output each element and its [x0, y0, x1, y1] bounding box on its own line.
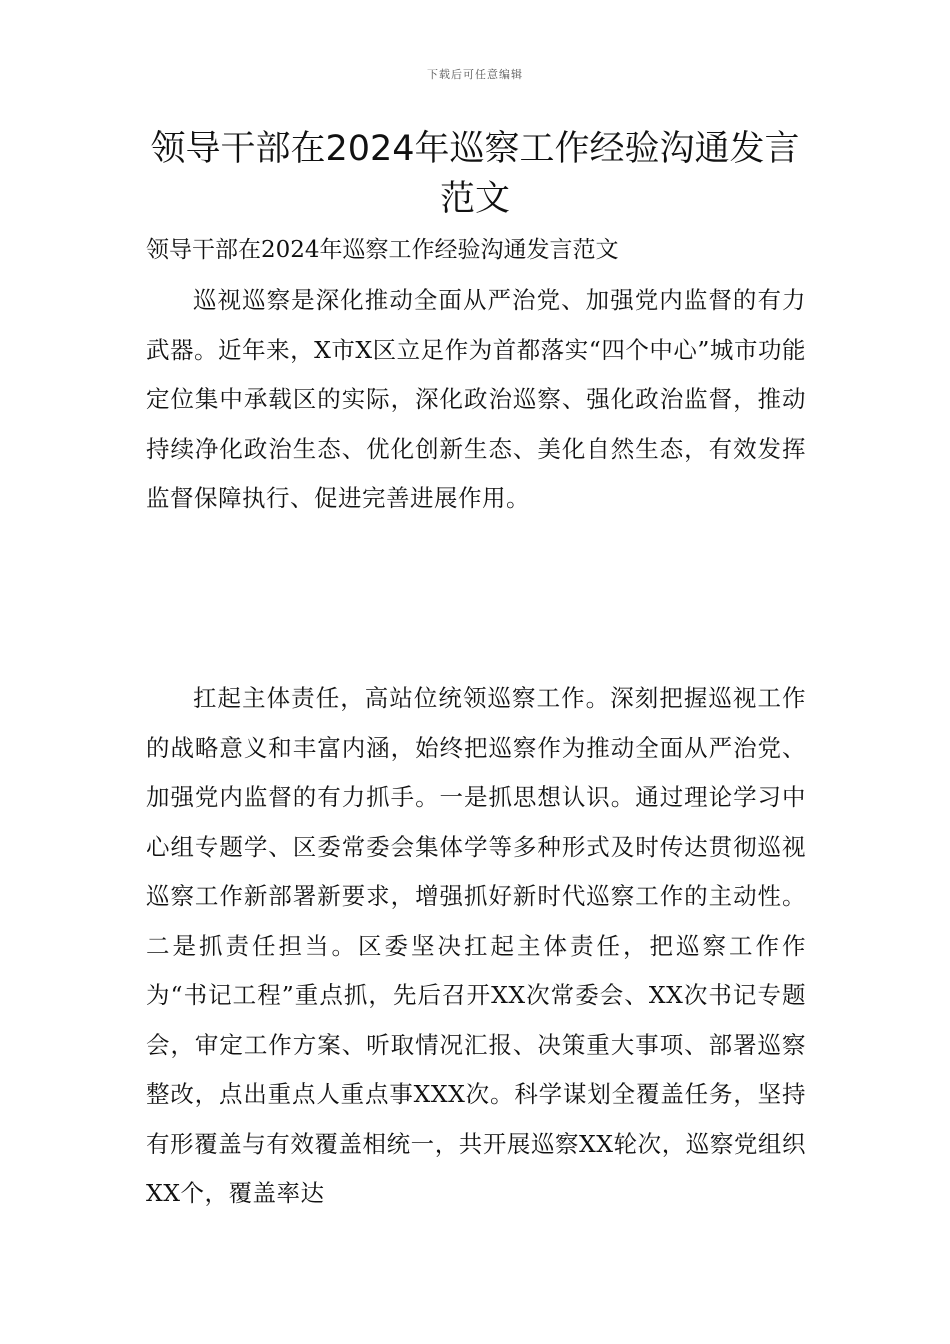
document-title: 领导干部在2024年巡察工作经验沟通发言范文	[150, 129, 800, 219]
paragraph-intro: 巡视巡察是深化推动全面从严治党、加强党内监督的有力武器。近年来，X市X区立足作为首都落实“四个中心”城市功能定位集中承载区的实际，深化政治巡察、强化政治监督，推动持续净化政治生态、优化创新生态、美化自然生态，有效发挥监督保障执行、促进完善进展作用。	[146, 286, 806, 512]
download-note: 下载后可任意编辑	[427, 68, 523, 81]
document-subtitle: 领导干部在2024年巡察工作经验沟通发言范文	[146, 237, 619, 263]
paragraph-responsibility: 扛起主体责任，高站位统领巡察工作。深刻把握巡视工作的战略意义和丰富内涵，始终把巡察作为推动全面从严治党、加强党内监督的有力抓手。一是抓思想认识。通过理论学习中心组专题学、区委常委会集体学等多种形式及时传达贯彻巡视巡察工作新部署新要求，增强抓好新时代巡察工作的主动性。二是抓责任担当。区委坚决扛起主体责任，把巡察工作作为“书记工程”重点抓，先后召开XX次常委会、XX次书记专题会，审定工作方案、听取情况汇报、决策重大事项、部署巡察整改，点出重点人重点事XXX次。科学谋划全覆盖任务，坚持有形覆盖与有效覆盖相统一，共开展巡察XX轮次，巡察党组织XX个，覆盖率达	[146, 684, 806, 1207]
